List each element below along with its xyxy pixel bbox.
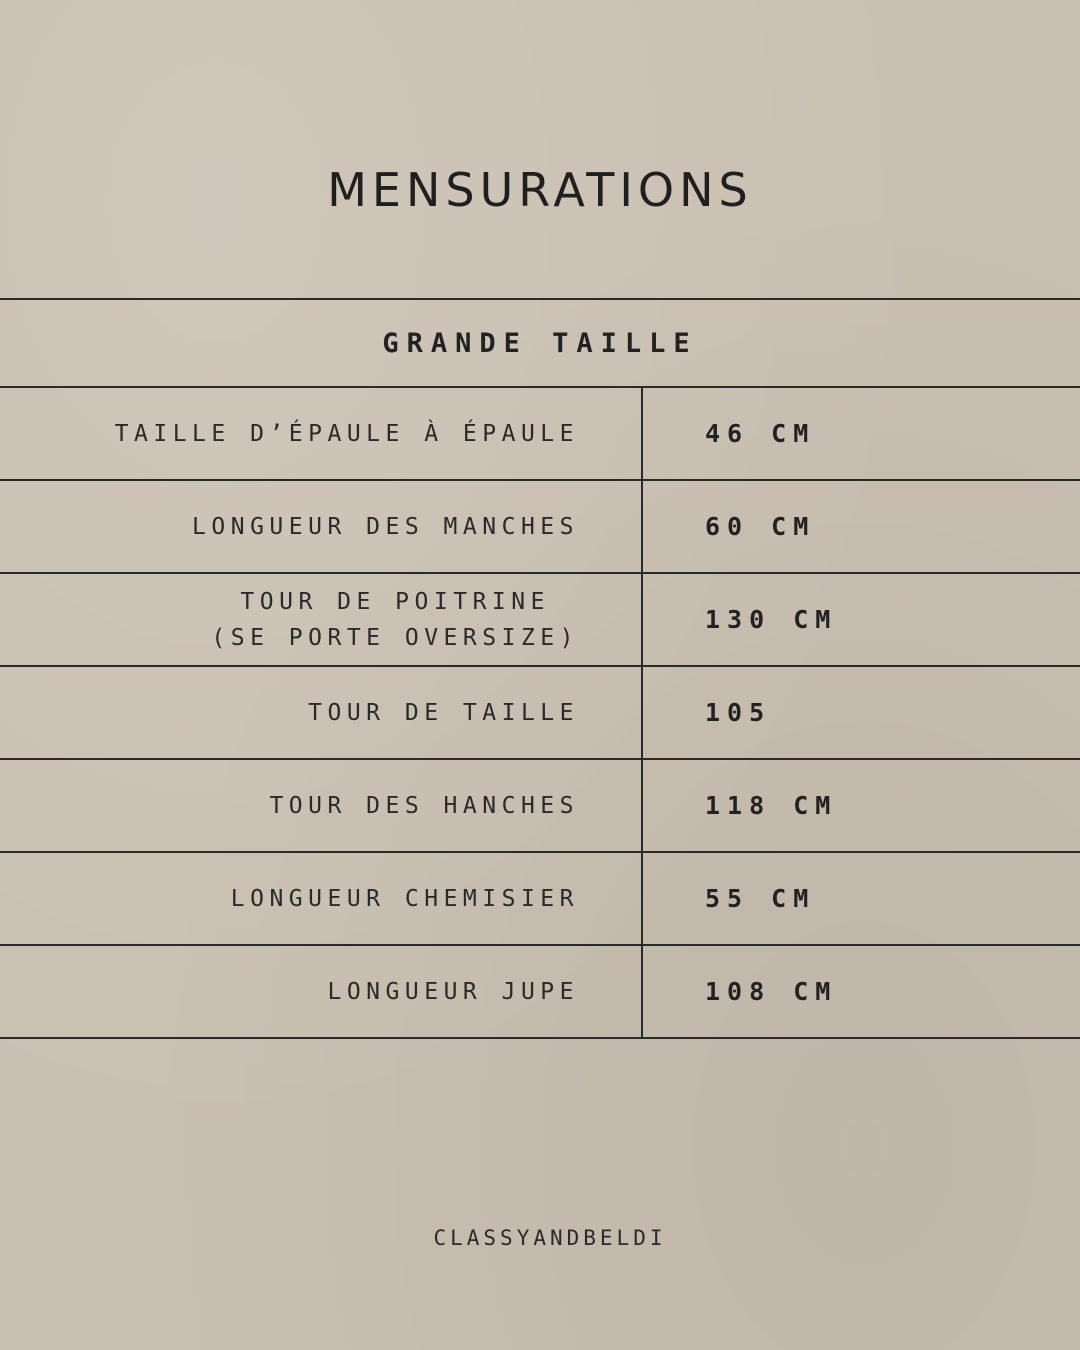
measurement-label: TAILLE D’ÉPAULE À ÉPAULE: [0, 388, 643, 479]
measurement-label-line: TOUR DE POITRINE: [240, 588, 550, 615]
measurement-label: TOUR DE TAILLE: [0, 667, 643, 758]
table-row: [0, 946, 1080, 1039]
size-table: [0, 298, 1080, 1039]
measurement-value: 55 CM: [705, 884, 816, 913]
table-row: [0, 760, 1080, 853]
brand-handle: CLASSYANDBELDI: [433, 1226, 667, 1250]
measurement-label: LONGUEUR CHEMISIER: [0, 853, 643, 944]
measurement-label-note: (SE PORTE OVERSIZE): [211, 624, 579, 651]
table-row: [0, 667, 1080, 760]
measurement-label: [0, 574, 643, 665]
measurement-label: LONGUEUR JUPE: [0, 946, 643, 1037]
table-row: [0, 853, 1080, 946]
table-row: [0, 574, 1080, 667]
measurement-value: 46 CM: [705, 419, 816, 448]
table-row: [0, 388, 1080, 481]
measurement-value: 105: [705, 698, 772, 727]
measurement-value: 108 CM: [705, 977, 838, 1006]
table-header: GRANDE TAILLE: [0, 300, 1080, 388]
page-title: MENSURATIONS: [327, 163, 753, 217]
measurement-value: 130 CM: [705, 605, 838, 634]
measurement-value: 118 CM: [705, 791, 838, 820]
measurement-value: 60 CM: [705, 512, 816, 541]
measurement-label: LONGUEUR DES MANCHES: [0, 481, 643, 572]
measurement-label-lines: [211, 584, 579, 656]
measurement-label: TOUR DES HANCHES: [0, 760, 643, 851]
table-row: [0, 481, 1080, 574]
